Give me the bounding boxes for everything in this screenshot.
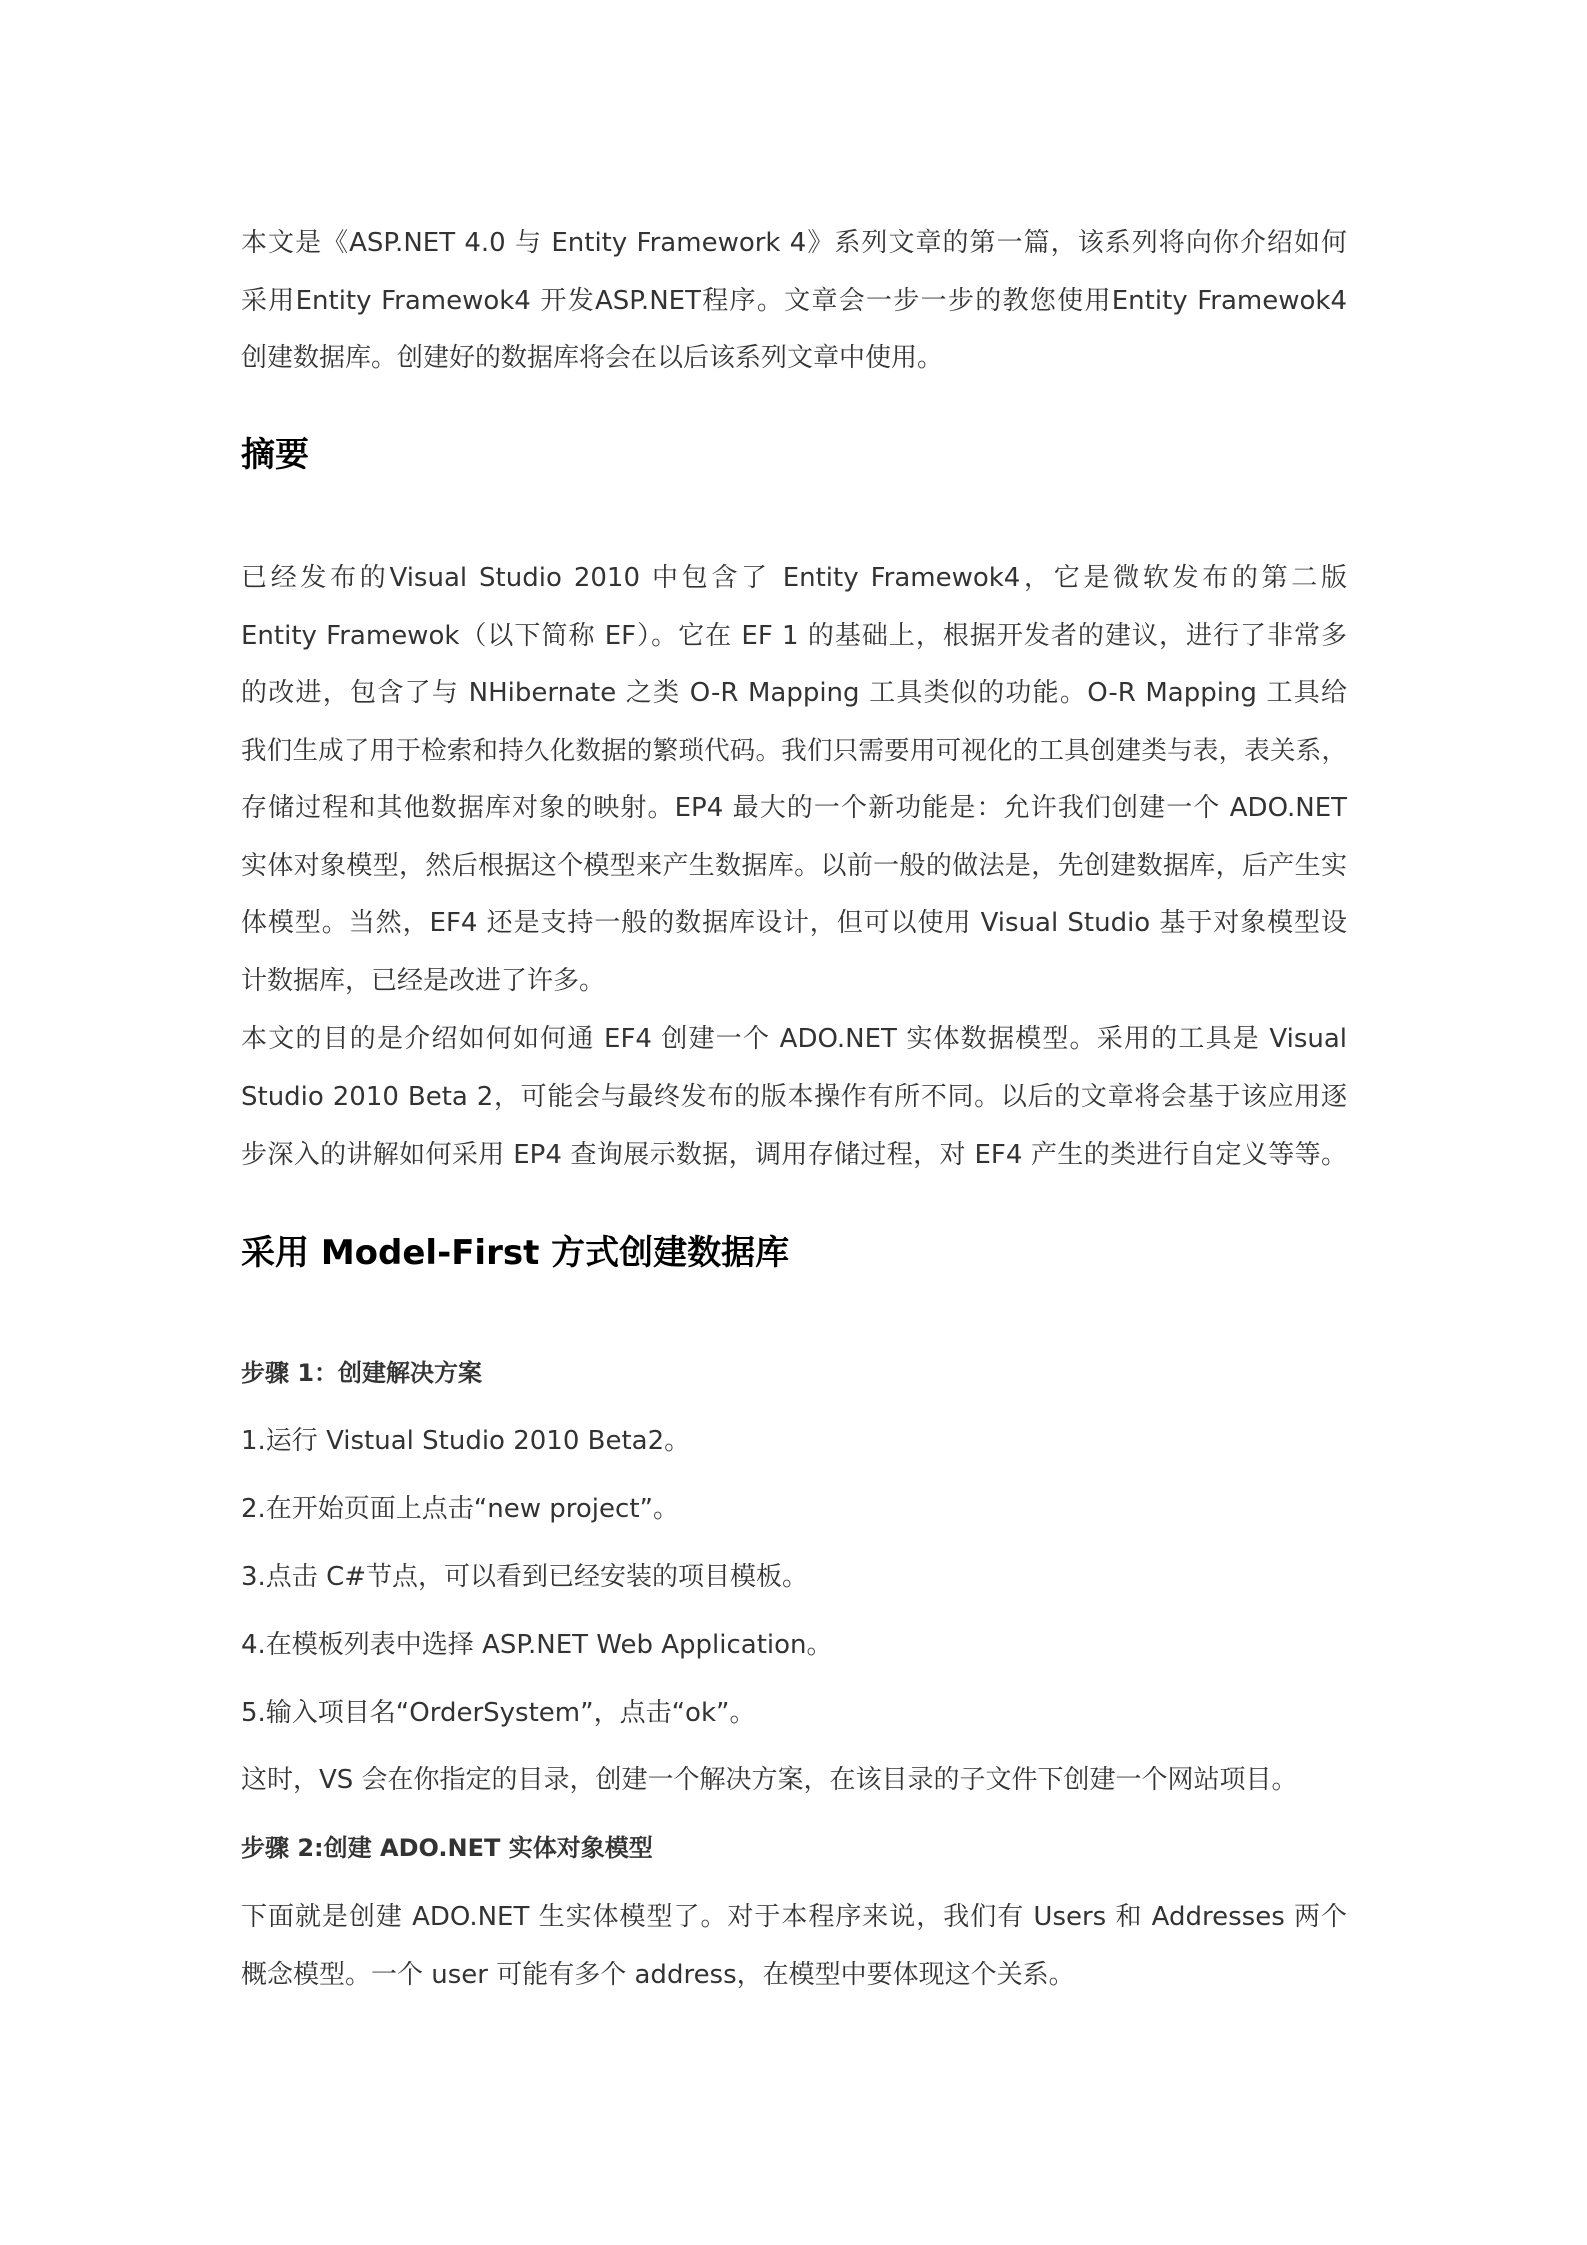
summary-line: 已经发布的Visual Studio 2010 中包含了 Entity Framewok4，它是微软发布的第二版 — [241, 563, 1347, 593]
summary-line: 存储过程和其他数据库对象的映射。EP4 最大的一个新功能是：允许我们创建一个 ADO.NET — [241, 793, 1347, 823]
model-first-heading: 采用 Model-First 方式创建数据库 — [241, 1233, 790, 1273]
summary-line: Studio 2010 Beta 2，可能会与最终发布的版本操作有所不同。以后的文章将会基于该应用逐 — [241, 1082, 1347, 1112]
step2-heading: 步骤 2:创建 ADO.NET 实体对象模型 — [241, 1834, 653, 1862]
summary-line: Entity Framewok（以下简称 EF）。它在 EF 1 的基础上，根据开发者的建议，进行了非常多 — [241, 621, 1347, 651]
step1-item: 3.点击 C#节点，可以看到已经安装的项目模板。 — [241, 1562, 809, 1592]
summary-line: 计数据库，已经是改进了许多。 — [241, 966, 606, 996]
step1-item: 2.在开始页面上点击“new project”。 — [241, 1494, 679, 1524]
summary-heading: 摘要 — [241, 435, 309, 475]
step2-line: 概念模型。一个 user 可能有多个 address，在模型中要体现这个关系。 — [241, 1960, 1075, 1990]
step2-line: 下面就是创建 ADO.NET 生实体模型了。对于本程序来说，我们有 Users 和 Addresses 两个 — [241, 1902, 1347, 1932]
step1-item: 1.运行 Vistual Studio 2010 Beta2。 — [241, 1426, 691, 1456]
summary-line: 本文的目的是介绍如何如何通 EF4 创建一个 ADO.NET 实体数据模型。采用的工具是 Visual — [241, 1024, 1347, 1054]
intro-line: 创建数据库。创建好的数据库将会在以后该系列文章中使用。 — [241, 343, 944, 373]
step1-item: 4.在模板列表中选择 ASP.NET Web Application。 — [241, 1630, 833, 1660]
summary-line: 实体对象模型，然后根据这个模型来产生数据库。以前一般的做法是，先创建数据库，后产生实 — [241, 851, 1347, 881]
intro-line: 采用Entity Framewok4 开发ASP.NET程序。文章会一步一步的教您使用Entity Framewok4 — [241, 286, 1347, 316]
step1-note: 这时，VS 会在你指定的目录，创建一个解决方案，在该目录的子文件下创建一个网站项目。 — [241, 1765, 1298, 1795]
summary-line: 体模型。当然，EF4 还是支持一般的数据库设计，但可以使用 Visual Studio 基于对象模型设 — [241, 908, 1347, 938]
intro-line: 本文是《ASP.NET 4.0 与 Entity Framework 4》系列文章的第一篇，该系列将向你介绍如何 — [241, 228, 1347, 258]
step1-item: 5.输入项目名“OrderSystem”，点击“ok”。 — [241, 1698, 756, 1728]
summary-line: 步深入的讲解如何采用 EP4 查询展示数据，调用存储过程，对 EF4 产生的类进行自定义等等。 — [241, 1140, 1347, 1170]
step1-heading: 步骤 1：创建解决方案 — [241, 1359, 483, 1387]
summary-line: 的改进，包含了与 NHibernate 之类 O-R Mapping 工具类似的功能。O-R Mapping 工具给 — [241, 678, 1347, 708]
summary-line: 我们生成了用于检索和持久化数据的繁琐代码。我们只需要用可视化的工具创建类与表，表关系， — [241, 736, 1347, 766]
